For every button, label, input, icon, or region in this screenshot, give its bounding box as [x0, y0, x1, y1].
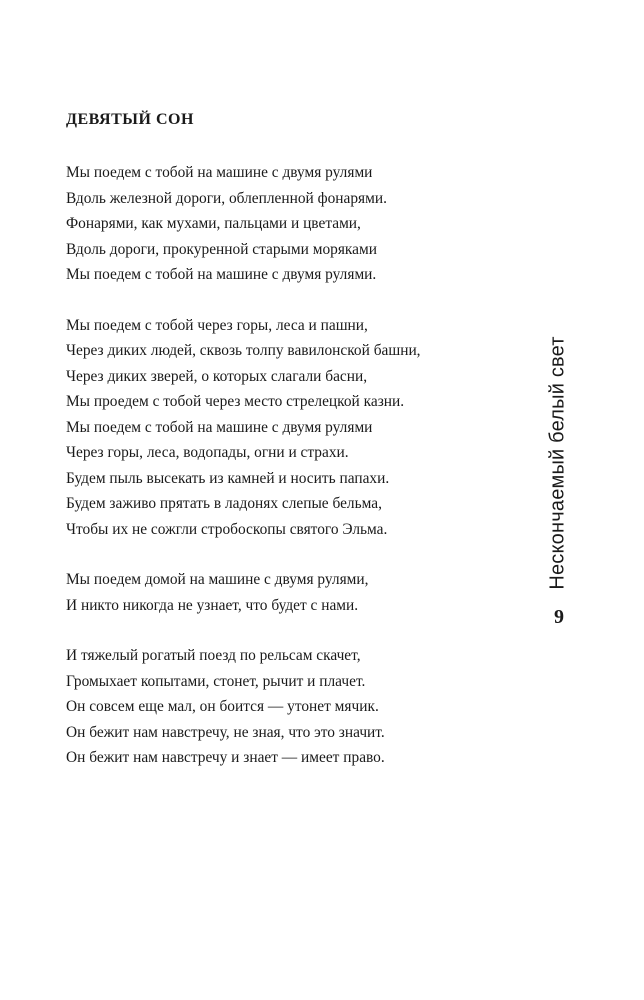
poem-line: Через горы, леса, водопады, огни и страхи. [66, 444, 349, 461]
poem-line: Мы поедем с тобой через горы, леса и пашни, [66, 316, 368, 334]
poem-line: Громыхает копытами, стонет, рычит и плачет. [66, 672, 366, 690]
poem-line: Он совсем еще мал, он боится — утонет мячик. [66, 698, 379, 715]
running-head-text: Нескончаемый белый свет [546, 335, 569, 590]
stanza-4 [66, 643, 506, 771]
poem-line: Чтобы их не сожгли стробоскопы святого Эльма. [66, 520, 388, 538]
poem-line: Мы проедем с тобой через место стрелецкой казни. [66, 393, 405, 410]
poem-line: Он бежит нам навстречу и знает — имеет право. [66, 749, 385, 766]
page-number: 9 [554, 606, 564, 628]
poem-title: ДЕВЯТЫЙ СОН [66, 111, 194, 128]
poem-line: Фонарями, как мухами, пальцами и цветами, [66, 215, 361, 232]
poem-body [66, 160, 506, 796]
poem-line: Мы поедем с тобой на машине с двумя рулями [66, 164, 373, 181]
poem-line: Через диких людей, сквозь толпу вавилонской башни, [66, 342, 421, 359]
poem-line: Вдоль железной дороги, облепленной фонарями. [66, 189, 387, 207]
poem-line: Мы поедем домой на машине с двумя рулями, [66, 571, 369, 588]
poem-line: Через диких зверей, о которых слагали басни, [66, 367, 368, 385]
stanza-3 [66, 567, 506, 618]
poem-line: Вдоль дороги, прокуренной старыми моряками [66, 240, 377, 258]
poem-line: Будем пыль высекать из камней и носить папахи. [66, 469, 390, 487]
poem-line: И тяжелый рогатый поезд по рельсам скачет, [66, 647, 361, 664]
poem-line: Мы поедем с тобой на машине с двумя рулями [66, 418, 373, 436]
poem-line: Мы поедем с тобой на машине с двумя рулями. [66, 266, 377, 283]
poem-line: Он бежит нам навстречу, не зная, что это значит. [66, 723, 385, 741]
stanza-2 [66, 313, 506, 543]
stanza-1 [66, 160, 506, 288]
poem-line: И никто никогда не узнает, что будет с нами. [66, 596, 359, 614]
running-head [543, 335, 573, 590]
poem-line: Будем заживо прятать в ладонях слепые бельма, [66, 495, 382, 512]
